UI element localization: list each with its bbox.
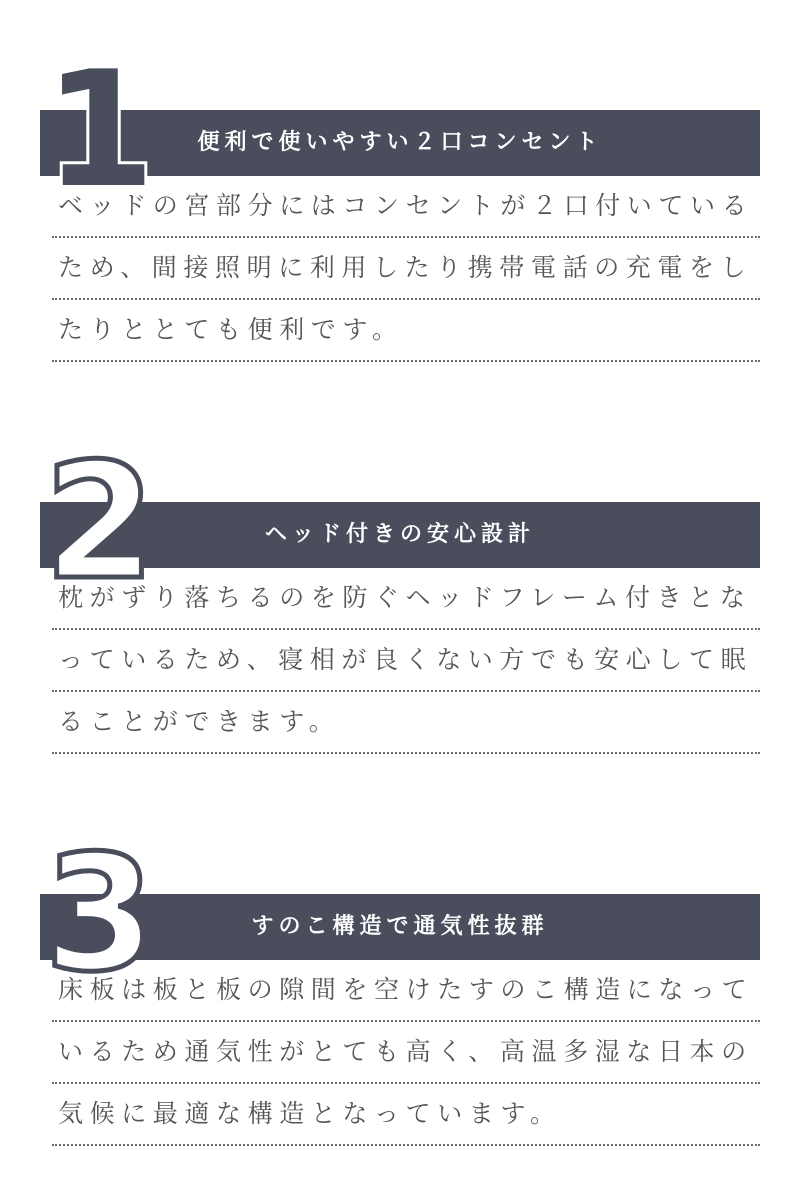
section-body [52, 176, 760, 362]
body-line: たりとと​ても便利です。 [52, 300, 760, 362]
feature-section-1 [0, 36, 800, 388]
section-title: すのこ構造で通気性抜群 [251, 914, 549, 939]
section-title: ヘッド付きの安心設計 [264, 522, 535, 547]
body-line: 床板は板と板の隙間を空けたすのこ構造になって [52, 960, 760, 1022]
body-line: っているため、寝相が良くない方でも安心して眠 [52, 630, 760, 692]
section-title: 便利で使いやすい２口コンセント [197, 130, 603, 155]
svg-text:3: 3 [44, 820, 156, 1007]
body-line: ることができます。 [52, 692, 760, 754]
svg-text:2: 2 [44, 428, 156, 615]
feature-section-2 [0, 428, 800, 780]
body-line: 枕がずり落ちるのを防ぐヘッドフレーム付きとな [52, 568, 760, 630]
body-line: いるため通気性がとても高く、高温多湿な日本の [52, 1022, 760, 1084]
body-line: ベッドの宮部分にはコンセントが２口付いている [52, 176, 760, 238]
body-line: ため、間接照明に利用したり携帯電話の充電をし [52, 238, 760, 300]
svg-text:1: 1 [44, 36, 156, 223]
section-body [52, 568, 760, 754]
body-line: 気候に最適な構造となっています。 [52, 1084, 760, 1146]
section-body [52, 960, 760, 1146]
feature-section-3 [0, 820, 800, 1172]
